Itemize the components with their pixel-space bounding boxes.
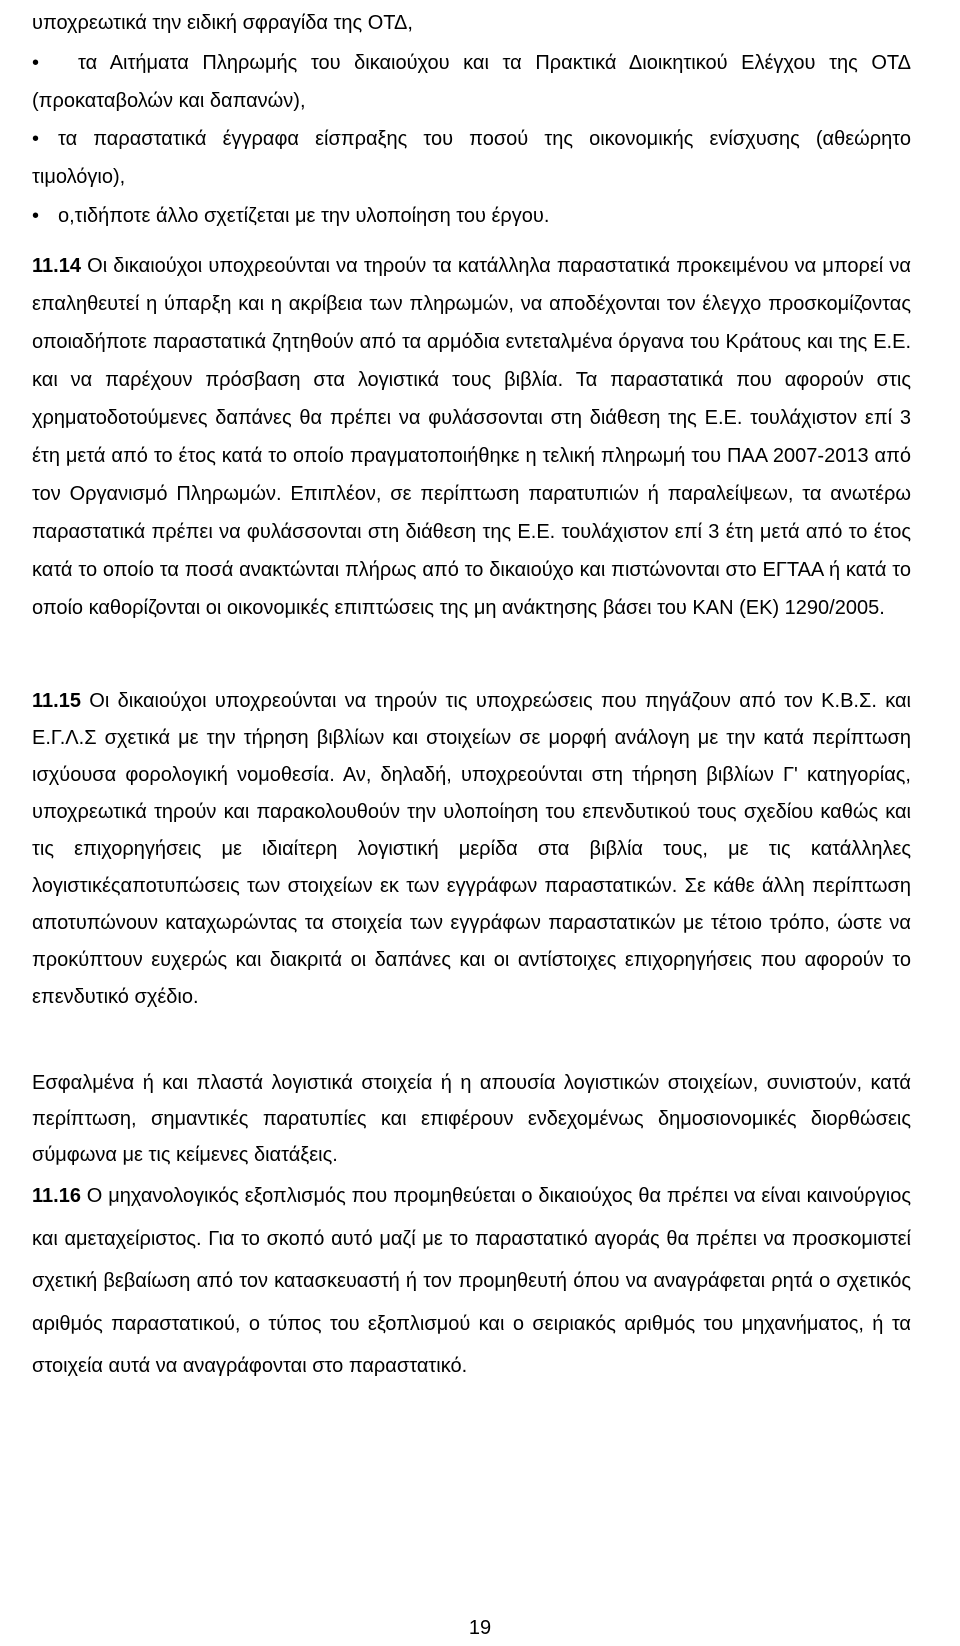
section-text: Ο μηχανολογικός εξοπλισμός που προμηθεύεται ο δικαιούχος θα πρέπει να είναι καινούργιος και αμεταχείριστος. Για το σκοπό αυτό μαζί με το παραστατικό αγοράς θα πρέπει να προσκομιστεί σχετική βεβαίωση από τον κατασκευαστή ή τον προμηθευτή όπου να αναγράφεται ρητά ο σχετικός αριθμός παραστατικού, ο τύπος του εξοπλισμού και ο σειριακός αριθμός του μηχανήματος, ή τα στοιχεία αυτά να αναγράφονται στο παραστατικό.	[32, 1185, 911, 1377]
section-11-16	[32, 1175, 911, 1388]
paragraph-errors: Εσφαλμένα ή και πλαστά λογιστικά στοιχεία ή η απουσία λογιστικών στοιχείων, συνιστούν, κατά περίπτωση, σημαντικές παρατυπίες και επιφέρουν ενδεχομένως δημοσιονομικές διορθώσεις σύμφωνα με τις κείμενες διατάξεις.	[32, 1072, 911, 1166]
section-text: Οι δικαιούχοι υποχρεούνται να τηρούν τα κατάλληλα παραστατικά προκειμένου να μπορεί να επαληθευτεί η ύπαρξη και η ακρίβεια των πληρωμών, να αποδέχονται τον έλεγχο προσκομίζοντας οποιαδήποτε παραστατικά ζητηθούν από τα αρμόδια εντεταλμένα όργανα του Κράτους και της Ε.Ε. και να παρέχουν πρόσβαση στα λογιστικά τους βιβλία. Τα παραστατικά που αφορούν στις χρηματοδοτούμενες δαπάνες θα πρέπει να φυλάσσονται στη διάθεση της Ε.Ε. τουλάχιστον επί 3 έτη μετά από το έτος κατά το οποίο πραγματοποιήθηκε η τελική πληρωμή του ΠΑΑ 2007-2013 από τον Οργανισμό Πληρωμών. Επιπλέον, σε περίπτωση παρατυπιών ή παραλείψεων, τα ανωτέρω παραστατικά πρέπει να φυλάσσονται στη διάθεση της Ε.Ε. τουλάχιστον επί 3 έτη μετά από το έτος κατά το οποίο τα ποσά ανακτώνται πλήρως από το δικαιούχο και πιστώνονται στο ΕΓΤΑΑ ή κατά το οποίο καθορίζονται οι οικονομικές επιπτώσεις της μη ανάκτησης βάσει του ΚΑΝ (ΕΚ) 1290/2005.	[32, 255, 911, 619]
bullet-marker: •	[32, 52, 40, 74]
page-number: 19	[468, 1617, 492, 1639]
section-number: 11.14	[32, 255, 81, 277]
section-number: 11.15	[32, 690, 81, 712]
section-11-14	[32, 247, 911, 627]
bullet-item: ο,τιδήποτε άλλο σχετίζεται με την υλοποίηση του έργου.	[58, 205, 550, 227]
section-11-15	[32, 683, 911, 1016]
section-text: Οι δικαιούχοι υποχρεούνται να τηρούν τις υποχρεώσεις που πηγάζουν από τον Κ.Β.Σ. και Ε.Γ.Λ.Σ σχετικά με την τήρηση βιβλίων και στοιχείων σε μορφή ανάλογη με την κατά περίπτωση ισχύουσα φορολογική νομοθεσία. Αν, δηλαδή, υποχρεούνται στη τήρηση βιβλίων Γ' κατηγορίας, υποχρεωτικά τηρούν και παρακολουθούν την υλοποίηση του επενδυτικού τους σχεδίου καθώς και τις επιχορηγήσεις με ιδιαίτερη λογιστική μερίδα στα βιβλία τους, με τις κατάλληλες λογιστικέςαποτυπώσεις των στοιχείων εκ των εγγράφων παραστατικών. Σε κάθε άλλη περίπτωση αποτυπώνουν καταχωρώντας τα στοιχεία των εγγράφων παραστατικών με τέτοιο τρόπο, ώστε να προκύπτουν ευχερώς και διακριτά οι δαπάνες και οι αντίστοιχες επιχορηγήσεις που αφορούν το επενδυτικό σχέδιο.	[32, 690, 911, 1008]
bullet-item: τα παραστατικά έγγραφα είσπραξης του ποσού της οικονομικής ενίσχυσης (αθεώρητο τιμολόγιο),	[32, 128, 911, 188]
bullet-marker: •	[32, 128, 40, 150]
bullet-item: τα Αιτήματα Πληρωμής του δικαιούχου και τα Πρακτικά Διοικητικού Ελέγχου της ΟΤΔ (προκαταβολών και δαπανών),	[32, 52, 911, 112]
section-number: 11.16	[32, 1185, 81, 1207]
bullet-marker: •	[32, 205, 40, 227]
paragraph-continuation: υποχρεωτικά την ειδική σφραγίδα της ΟΤΔ,	[32, 12, 413, 34]
